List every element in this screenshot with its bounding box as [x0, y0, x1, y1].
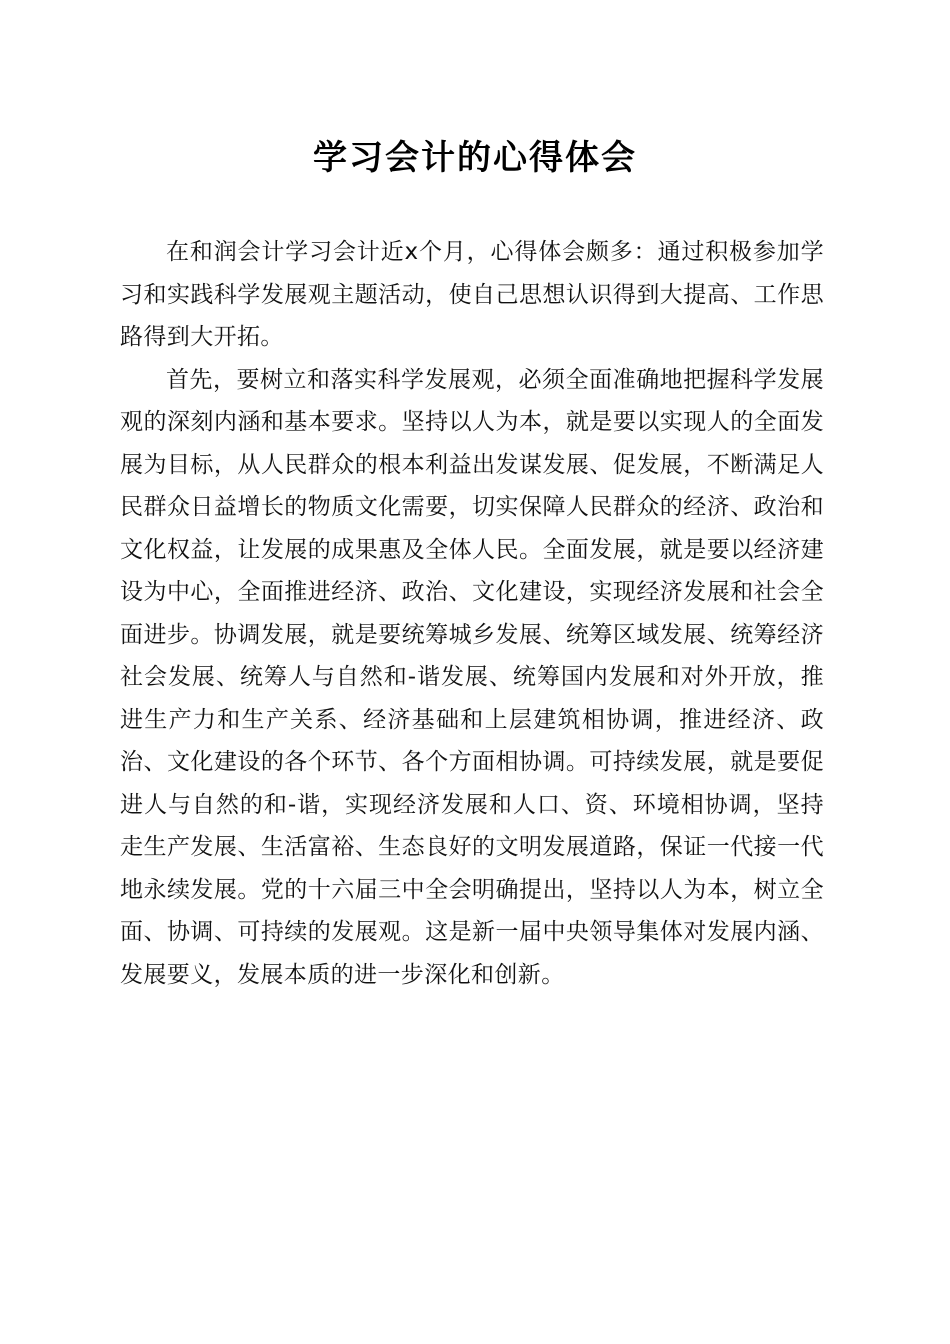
document-title: 学习会计的心得体会	[313, 138, 637, 178]
paragraph-main: 首先，要树立和落实科学发展观，必须全面准确地把握科学发展观的深刻内涵和基本要求。坚持以人为本，就是要以实现人的全面发展为目标，从人民群众的根本利益出发谋发展、促发展，不断满足人民群众日益增长的物质文化需要，切实保障人民群众的经济、政治和文化权益，让发展的成果惠及全体人民。全面发展，就是要以经济建设为中心，全面推进经济、政治、文化建设，实现经济发展和社会全面进步。协调发展，就是要统筹城乡发展、统筹区域发展、统筹经济社会发展、统筹人与自然和-谐发展、统筹国内发展和对外开放，推进生产力和生产关系、经济基础和上层建筑相协调，推进经济、政治、文化建设的各个环节、各个方面相协调。可持续发展，就是要促进人与自然的和-谐，实现经济发展和人口、资、环境相协调，坚持走生产发展、生活富裕、生态良好的文明发展道路，保证一代接一代地永续发展。党的十六届三中全会明确提出，坚持以人为本，树立全面、协调、可持续的发展观。这是新一届中央领导集体对发展内涵、发展要义，发展本质的进一步深化和创新。	[120, 366, 824, 988]
paragraph-intro: 在和润会计学习会计近x个月，心得体会颇多：通过积极参加学习和实践科学发展观主题活动，使自己思想认识得到大提高、工作思路得到大开拓。	[120, 239, 824, 350]
document-body	[120, 231, 824, 996]
